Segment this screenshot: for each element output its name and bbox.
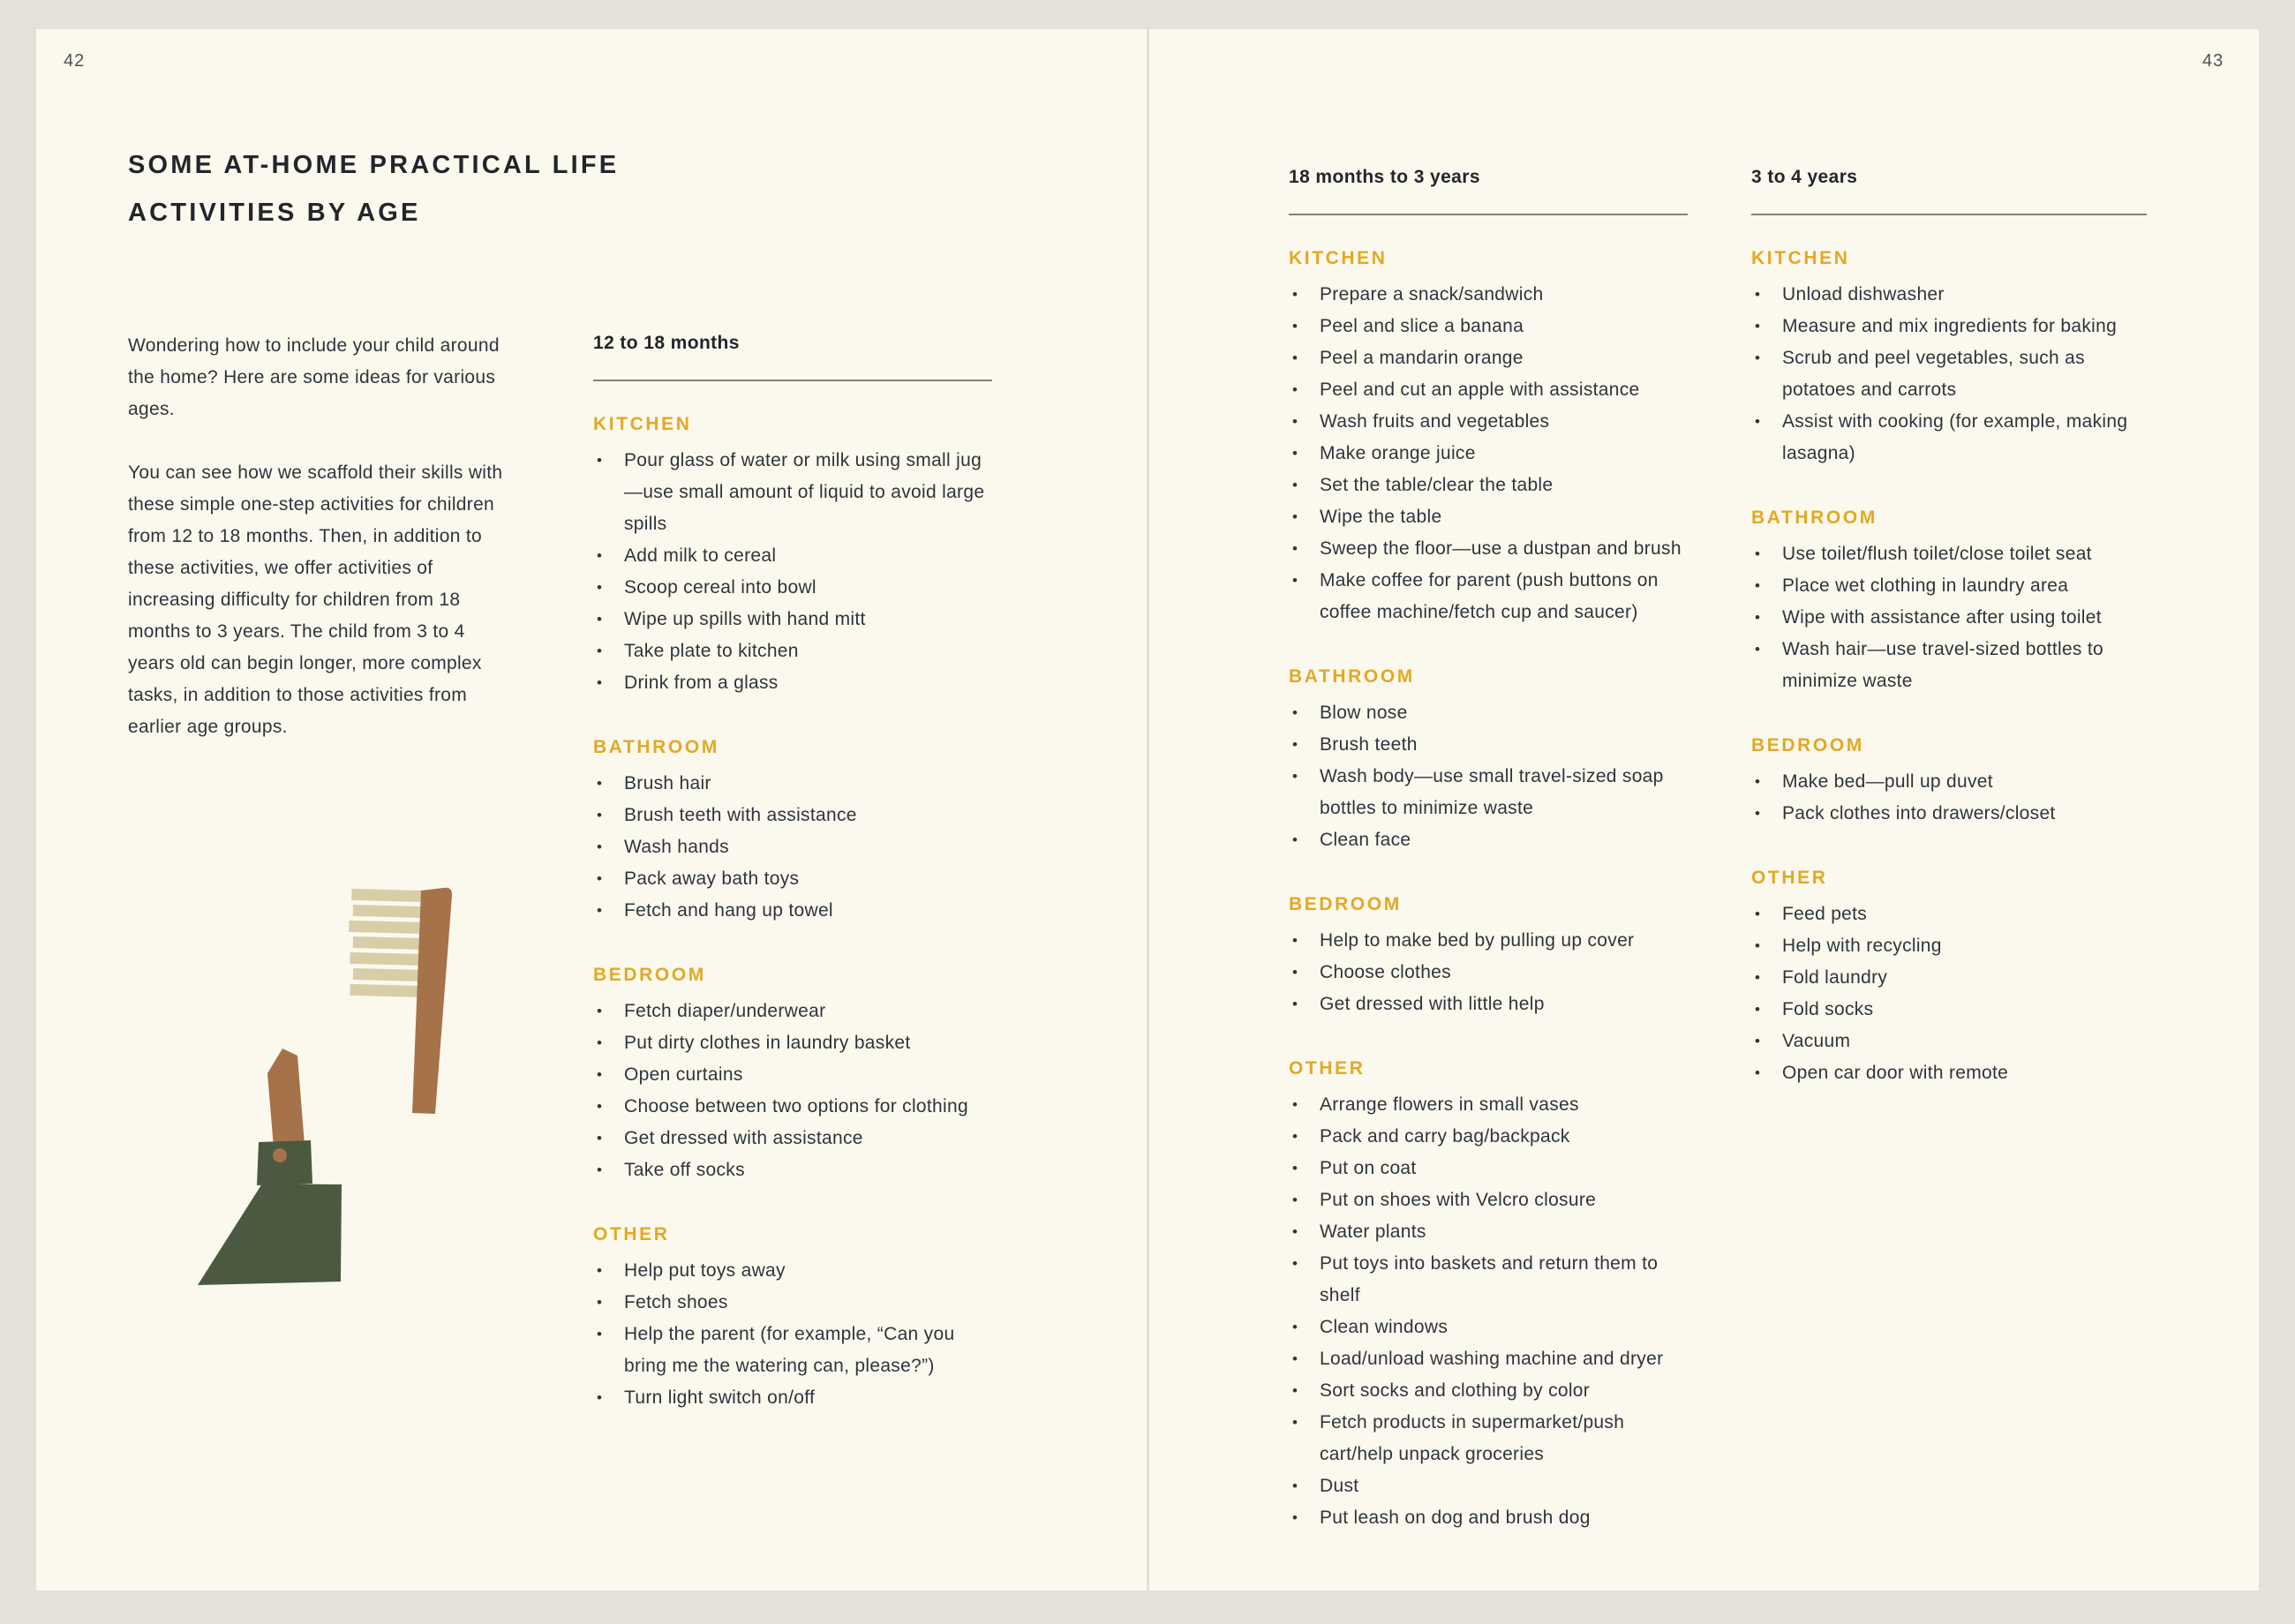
list-item: • Help put toys away [593, 1255, 992, 1287]
dustpan-rivet [273, 1148, 287, 1162]
section-heading: KITCHEN [593, 414, 692, 434]
list-item: • Wash hands [593, 831, 992, 863]
section-other [1751, 865, 2147, 1089]
list-item: • Set the table/clear the table [1289, 470, 1688, 501]
list-item: • Pack clothes into drawers/closet [1751, 798, 2147, 830]
section-kitchen [1289, 245, 1688, 628]
section-bedroom [593, 962, 992, 1186]
hand-brush-icon [347, 888, 452, 1114]
list-item: • Sort socks and clothing by color [1289, 1375, 1688, 1407]
list-item: • Blow nose [1289, 697, 1688, 729]
list-item: • Open car door with remote [1751, 1057, 2147, 1089]
activity-list [1751, 538, 2147, 697]
list-item: • Peel and cut an apple with assistance [1289, 374, 1688, 406]
list-item: • Pack and carry bag/backpack [1289, 1121, 1688, 1153]
list-item: • Peel and slice a banana [1289, 311, 1688, 342]
list-item: • Get dressed with assistance [593, 1123, 992, 1154]
list-item: • Scoop cereal into bowl [593, 572, 992, 604]
list-item: • Brush hair [593, 768, 992, 800]
activity-list [1289, 697, 1688, 856]
list-item: • Clean face [1289, 824, 1688, 856]
list-item: • Vacuum [1751, 1026, 2147, 1057]
page-title [128, 141, 619, 237]
section-heading: BEDROOM [593, 965, 706, 985]
list-item: • Put toys into baskets and return them to shelf [1289, 1248, 1688, 1312]
section-kitchen [1751, 245, 2147, 470]
list-item: • Put on coat [1289, 1153, 1688, 1184]
section-heading: BATHROOM [1289, 666, 1415, 687]
activity-list [1751, 766, 2147, 830]
section-bathroom [593, 734, 992, 927]
list-item: • Feed pets [1751, 898, 2147, 930]
list-item: • Help the parent (for example, “Can you bring me the watering can, please?”) [593, 1319, 992, 1382]
list-item: • Help with recycling [1751, 930, 2147, 962]
list-item: • Wash hair—use travel-sized bottles to minimize waste [1751, 634, 2147, 697]
column-18-months-to-3-years [1289, 164, 1688, 1569]
brush-and-dustpan-illustration [181, 883, 455, 1293]
column-rule [1751, 214, 2147, 215]
list-item: • Wipe the table [1289, 501, 1688, 533]
section-heading: KITCHEN [1751, 248, 1850, 268]
section-kitchen [593, 411, 992, 699]
section-heading: OTHER [1289, 1058, 1366, 1079]
list-item: • Brush teeth [1289, 729, 1688, 761]
list-item: • Wipe with assistance after using toilet [1751, 602, 2147, 634]
list-item: • Fetch diaper/underwear [593, 996, 992, 1027]
list-item: • Pack away bath toys [593, 863, 992, 895]
section-heading: OTHER [593, 1224, 670, 1244]
page-number-right: 43 [2202, 51, 2224, 71]
list-item: • Place wet clothing in laundry area [1751, 570, 2147, 602]
list-item: • Use toilet/flush toilet/close toilet seat [1751, 538, 2147, 570]
activity-list [593, 768, 992, 927]
section-bedroom [1751, 733, 2147, 830]
activity-list [593, 445, 992, 699]
list-item: • Measure and mix ingredients for baking [1751, 311, 2147, 342]
list-item: • Pour glass of water or milk using small jug—use small amount of liquid to avoid large spills [593, 445, 992, 540]
list-item: • Fold laundry [1751, 962, 2147, 994]
list-item: • Unload dishwasher [1751, 279, 2147, 311]
section-heading: OTHER [1751, 868, 1828, 888]
activity-list [1751, 279, 2147, 470]
list-item: • Take plate to kitchen [593, 635, 992, 667]
list-item: • Add milk to cereal [593, 540, 992, 572]
dustpan-icon [198, 1049, 342, 1285]
section-heading: BEDROOM [1751, 735, 1864, 756]
list-item: • Put dirty clothes in laundry basket [593, 1027, 992, 1059]
section-bathroom [1289, 664, 1688, 856]
list-item: • Open curtains [593, 1059, 992, 1091]
list-item: • Arrange flowers in small vases [1289, 1089, 1688, 1121]
page-number-left: 42 [64, 51, 86, 71]
list-item: • Take off socks [593, 1154, 992, 1186]
section-heading: BEDROOM [1289, 894, 1402, 914]
list-item: • Sweep the floor—use a dustpan and brush [1289, 533, 1688, 565]
list-item: • Dust [1289, 1470, 1688, 1502]
list-item: • Make coffee for parent (push buttons on coffee machine/fetch cup and saucer) [1289, 565, 1688, 628]
column-12-to-18-months [593, 330, 992, 1449]
list-item: • Choose between two options for clothing [593, 1091, 992, 1123]
intro-paragraph-1: Wondering how to include your child around the home? Here are some ideas for various ages. [128, 335, 500, 419]
section-other [1289, 1056, 1688, 1534]
list-item: • Make orange juice [1289, 438, 1688, 470]
intro-paragraph-2: You can see how we scaffold their skills with these simple one-step activities for children from 12 to 18 months. Then, in addition to these activities, we offer activities of increasing difficulty for children from 18 months to 3 years. The child from 3 to 4 years old can begin longer, more complex tasks, in addition to those activities from earlier age groups. [128, 462, 503, 737]
age-group-label: 18 months to 3 years [1289, 167, 1480, 187]
list-item: • Wipe up spills with hand mitt [593, 604, 992, 635]
section-heading: BATHROOM [593, 737, 719, 757]
activity-list [593, 1255, 992, 1414]
column-rule [593, 380, 992, 381]
list-item: • Fold socks [1751, 994, 2147, 1026]
activity-list [593, 996, 992, 1186]
column-sections [1289, 245, 1688, 1534]
activity-list [1289, 925, 1688, 1020]
page-gutter-divider [1147, 29, 1149, 1590]
age-group-label: 12 to 18 months [593, 333, 740, 353]
list-item: • Wash body—use small travel-sized soap bottles to minimize waste [1289, 761, 1688, 824]
list-item: • Wash fruits and vegetables [1289, 406, 1688, 438]
age-group-label: 3 to 4 years [1751, 167, 1858, 187]
list-item: • Clean windows [1289, 1312, 1688, 1343]
section-bathroom [1751, 505, 2147, 697]
page-title-line2: ACTIVITIES BY AGE [128, 199, 421, 227]
activity-list [1751, 898, 2147, 1089]
list-item: • Fetch shoes [593, 1287, 992, 1319]
activity-list [1289, 1089, 1688, 1534]
list-item: • Load/unload washing machine and dryer [1289, 1343, 1688, 1375]
list-item: • Peel a mandarin orange [1289, 342, 1688, 374]
column-3-to-4-years [1751, 164, 2147, 1124]
list-item: • Help to make bed by pulling up cover [1289, 925, 1688, 957]
list-item: • Put leash on dog and brush dog [1289, 1502, 1688, 1534]
list-item: • Turn light switch on/off [593, 1382, 992, 1414]
list-item: • Fetch products in supermarket/push cart/help unpack groceries [1289, 1407, 1688, 1470]
intro-text [128, 330, 516, 775]
list-item: • Make bed—pull up duvet [1751, 766, 2147, 798]
list-item: • Assist with cooking (for example, making lasagna) [1751, 406, 2147, 470]
list-item: • Get dressed with little help [1289, 989, 1688, 1020]
list-item: • Prepare a snack/sandwich [1289, 279, 1688, 311]
list-item: • Put on shoes with Velcro closure [1289, 1184, 1688, 1216]
section-bedroom [1289, 891, 1688, 1020]
list-item: • Fetch and hang up towel [593, 895, 992, 927]
list-item: • Scrub and peel vegetables, such as potatoes and carrots [1751, 342, 2147, 406]
column-rule [1289, 214, 1688, 215]
list-item: • Water plants [1289, 1216, 1688, 1248]
column-sections [1751, 245, 2147, 1089]
list-item: • Drink from a glass [593, 667, 992, 699]
section-other [593, 1222, 992, 1414]
activity-list [1289, 279, 1688, 628]
section-heading: KITCHEN [1289, 248, 1388, 268]
page-title-line1: SOME AT-HOME PRACTICAL LIFE [128, 151, 620, 179]
list-item: • Brush teeth with assistance [593, 800, 992, 831]
column-sections [593, 411, 992, 1414]
section-heading: BATHROOM [1751, 508, 1877, 528]
list-item: • Choose clothes [1289, 957, 1688, 989]
